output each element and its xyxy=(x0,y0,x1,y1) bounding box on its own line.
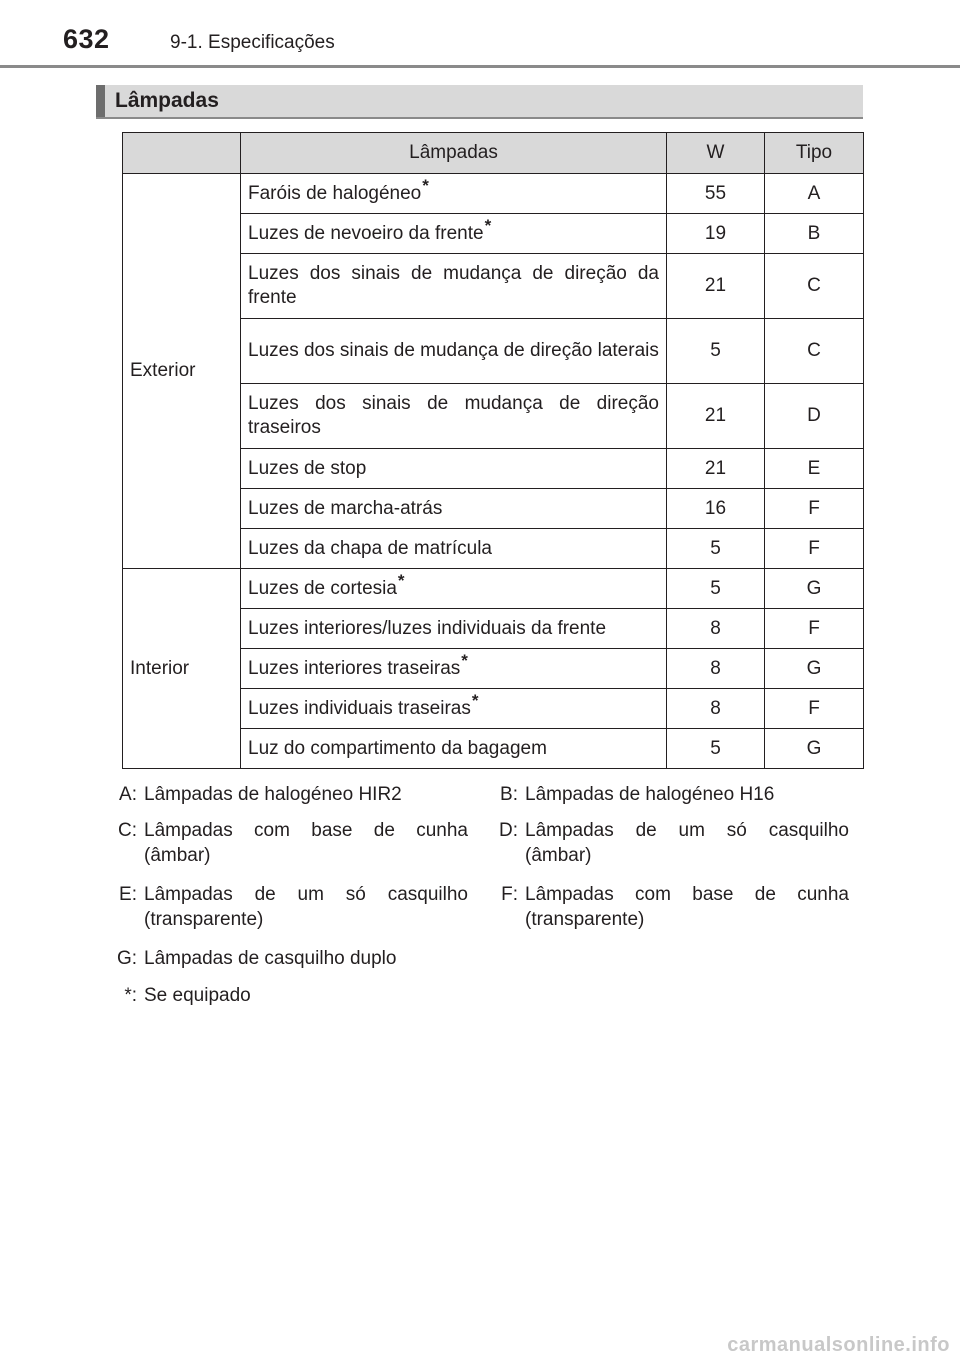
column-header-bulbs: Lâmpadas xyxy=(241,133,667,174)
bulb-watts: 5 xyxy=(667,319,765,384)
bulb-name: Luzes interiores traseiras* xyxy=(241,649,667,689)
bulb-watts: 8 xyxy=(667,649,765,689)
bulb-name: Faróis de halogéneo* xyxy=(241,174,667,214)
bulb-name: Luzes interiores/luzes individuais da frente xyxy=(241,609,667,649)
legend-text: Lâmpadas de halogéneo H16 xyxy=(525,784,775,805)
legend-key: A: xyxy=(119,784,137,805)
optional-asterisk: * xyxy=(422,175,429,195)
bulb-watts: 5 xyxy=(667,529,765,569)
bulb-name: Luzes dos sinais de mudança de direção traseiros xyxy=(241,384,667,449)
column-header-watts: W xyxy=(667,133,765,174)
bulb-type: B xyxy=(765,214,864,254)
legend-key: *: xyxy=(124,985,137,1006)
bulb-name: Luzes dos sinais de mudança de direção laterais xyxy=(241,319,667,384)
bulb-name: Luz do compartimento da bagagem xyxy=(241,729,667,769)
bulb-watts: 16 xyxy=(667,489,765,529)
bulb-watts: 21 xyxy=(667,254,765,319)
optional-asterisk: * xyxy=(484,215,492,235)
legend-key: G: xyxy=(116,948,137,969)
table-row xyxy=(123,174,864,214)
bulb-watts: 5 xyxy=(667,569,765,609)
bulb-type: G xyxy=(765,569,864,609)
column-header-type: Tipo xyxy=(765,133,864,174)
bulb-type: F xyxy=(765,689,864,729)
section-accent xyxy=(96,85,105,117)
section-header-title: 9-1. Especificações xyxy=(170,32,335,53)
bulb-watts: 21 xyxy=(667,384,765,449)
optional-asterisk: * xyxy=(397,570,405,590)
bulb-name: Luzes dos sinais de mudança de direção da frente xyxy=(241,254,667,319)
bulb-name: Luzes da chapa de matrícula xyxy=(241,529,667,569)
section-title-bar xyxy=(96,85,863,119)
bulb-type: D xyxy=(765,384,864,449)
watermark: carmanualsonline.info xyxy=(727,1334,950,1356)
legend-text: Lâmpadas de casquilho duplo xyxy=(144,948,397,969)
legend-text: Lâmpadas de um só casquilho (âmbar) xyxy=(525,820,849,866)
legend-key: D: xyxy=(499,820,518,841)
group-interior: Interior xyxy=(123,569,241,769)
bulb-name: Luzes de cortesia* xyxy=(241,569,667,609)
header-divider xyxy=(0,65,960,68)
table-header-row xyxy=(123,133,864,174)
bulb-name: Luzes de stop xyxy=(241,449,667,489)
bulb-type: C xyxy=(765,319,864,384)
bulb-watts: 5 xyxy=(667,729,765,769)
bulb-watts: 8 xyxy=(667,689,765,729)
legend-text: Se equipado xyxy=(144,985,251,1006)
page-number: 632 xyxy=(63,24,110,54)
legend-key: C: xyxy=(118,820,137,841)
legend-key: E: xyxy=(119,884,137,905)
bulb-type: F xyxy=(765,609,864,649)
bulb-watts: 8 xyxy=(667,609,765,649)
bulb-watts: 21 xyxy=(667,449,765,489)
bulb-name: Luzes individuais traseiras* xyxy=(241,689,667,729)
column-header-group xyxy=(123,133,241,174)
section-title: Lâmpadas xyxy=(115,89,219,112)
optional-asterisk: * xyxy=(461,650,468,670)
legend-text: Lâmpadas de um só casquilho (transparente) xyxy=(144,884,468,930)
bulb-type: E xyxy=(765,449,864,489)
bulb-watts: 19 xyxy=(667,214,765,254)
bulb-type: C xyxy=(765,254,864,319)
table-row xyxy=(123,569,864,609)
legend-text: Lâmpadas de halogéneo HIR2 xyxy=(144,784,402,805)
bulb-type: A xyxy=(765,174,864,214)
optional-asterisk: * xyxy=(471,690,479,710)
group-exterior: Exterior xyxy=(123,174,241,569)
bulb-watts: 55 xyxy=(667,174,765,214)
bulbs-table xyxy=(122,132,864,769)
bulb-type: G xyxy=(765,649,864,689)
legend-text: Lâmpadas com base de cunha (transparente) xyxy=(525,884,849,930)
bulb-name: Luzes de marcha-atrás xyxy=(241,489,667,529)
bulb-name: Luzes de nevoeiro da frente* xyxy=(241,214,667,254)
bulb-type: F xyxy=(765,489,864,529)
legend-key: F: xyxy=(501,884,518,905)
legend-key: B: xyxy=(500,784,518,805)
legend-text: Lâmpadas com base de cunha (âmbar) xyxy=(144,820,468,866)
bulb-type: G xyxy=(765,729,864,769)
bulb-type: F xyxy=(765,529,864,569)
